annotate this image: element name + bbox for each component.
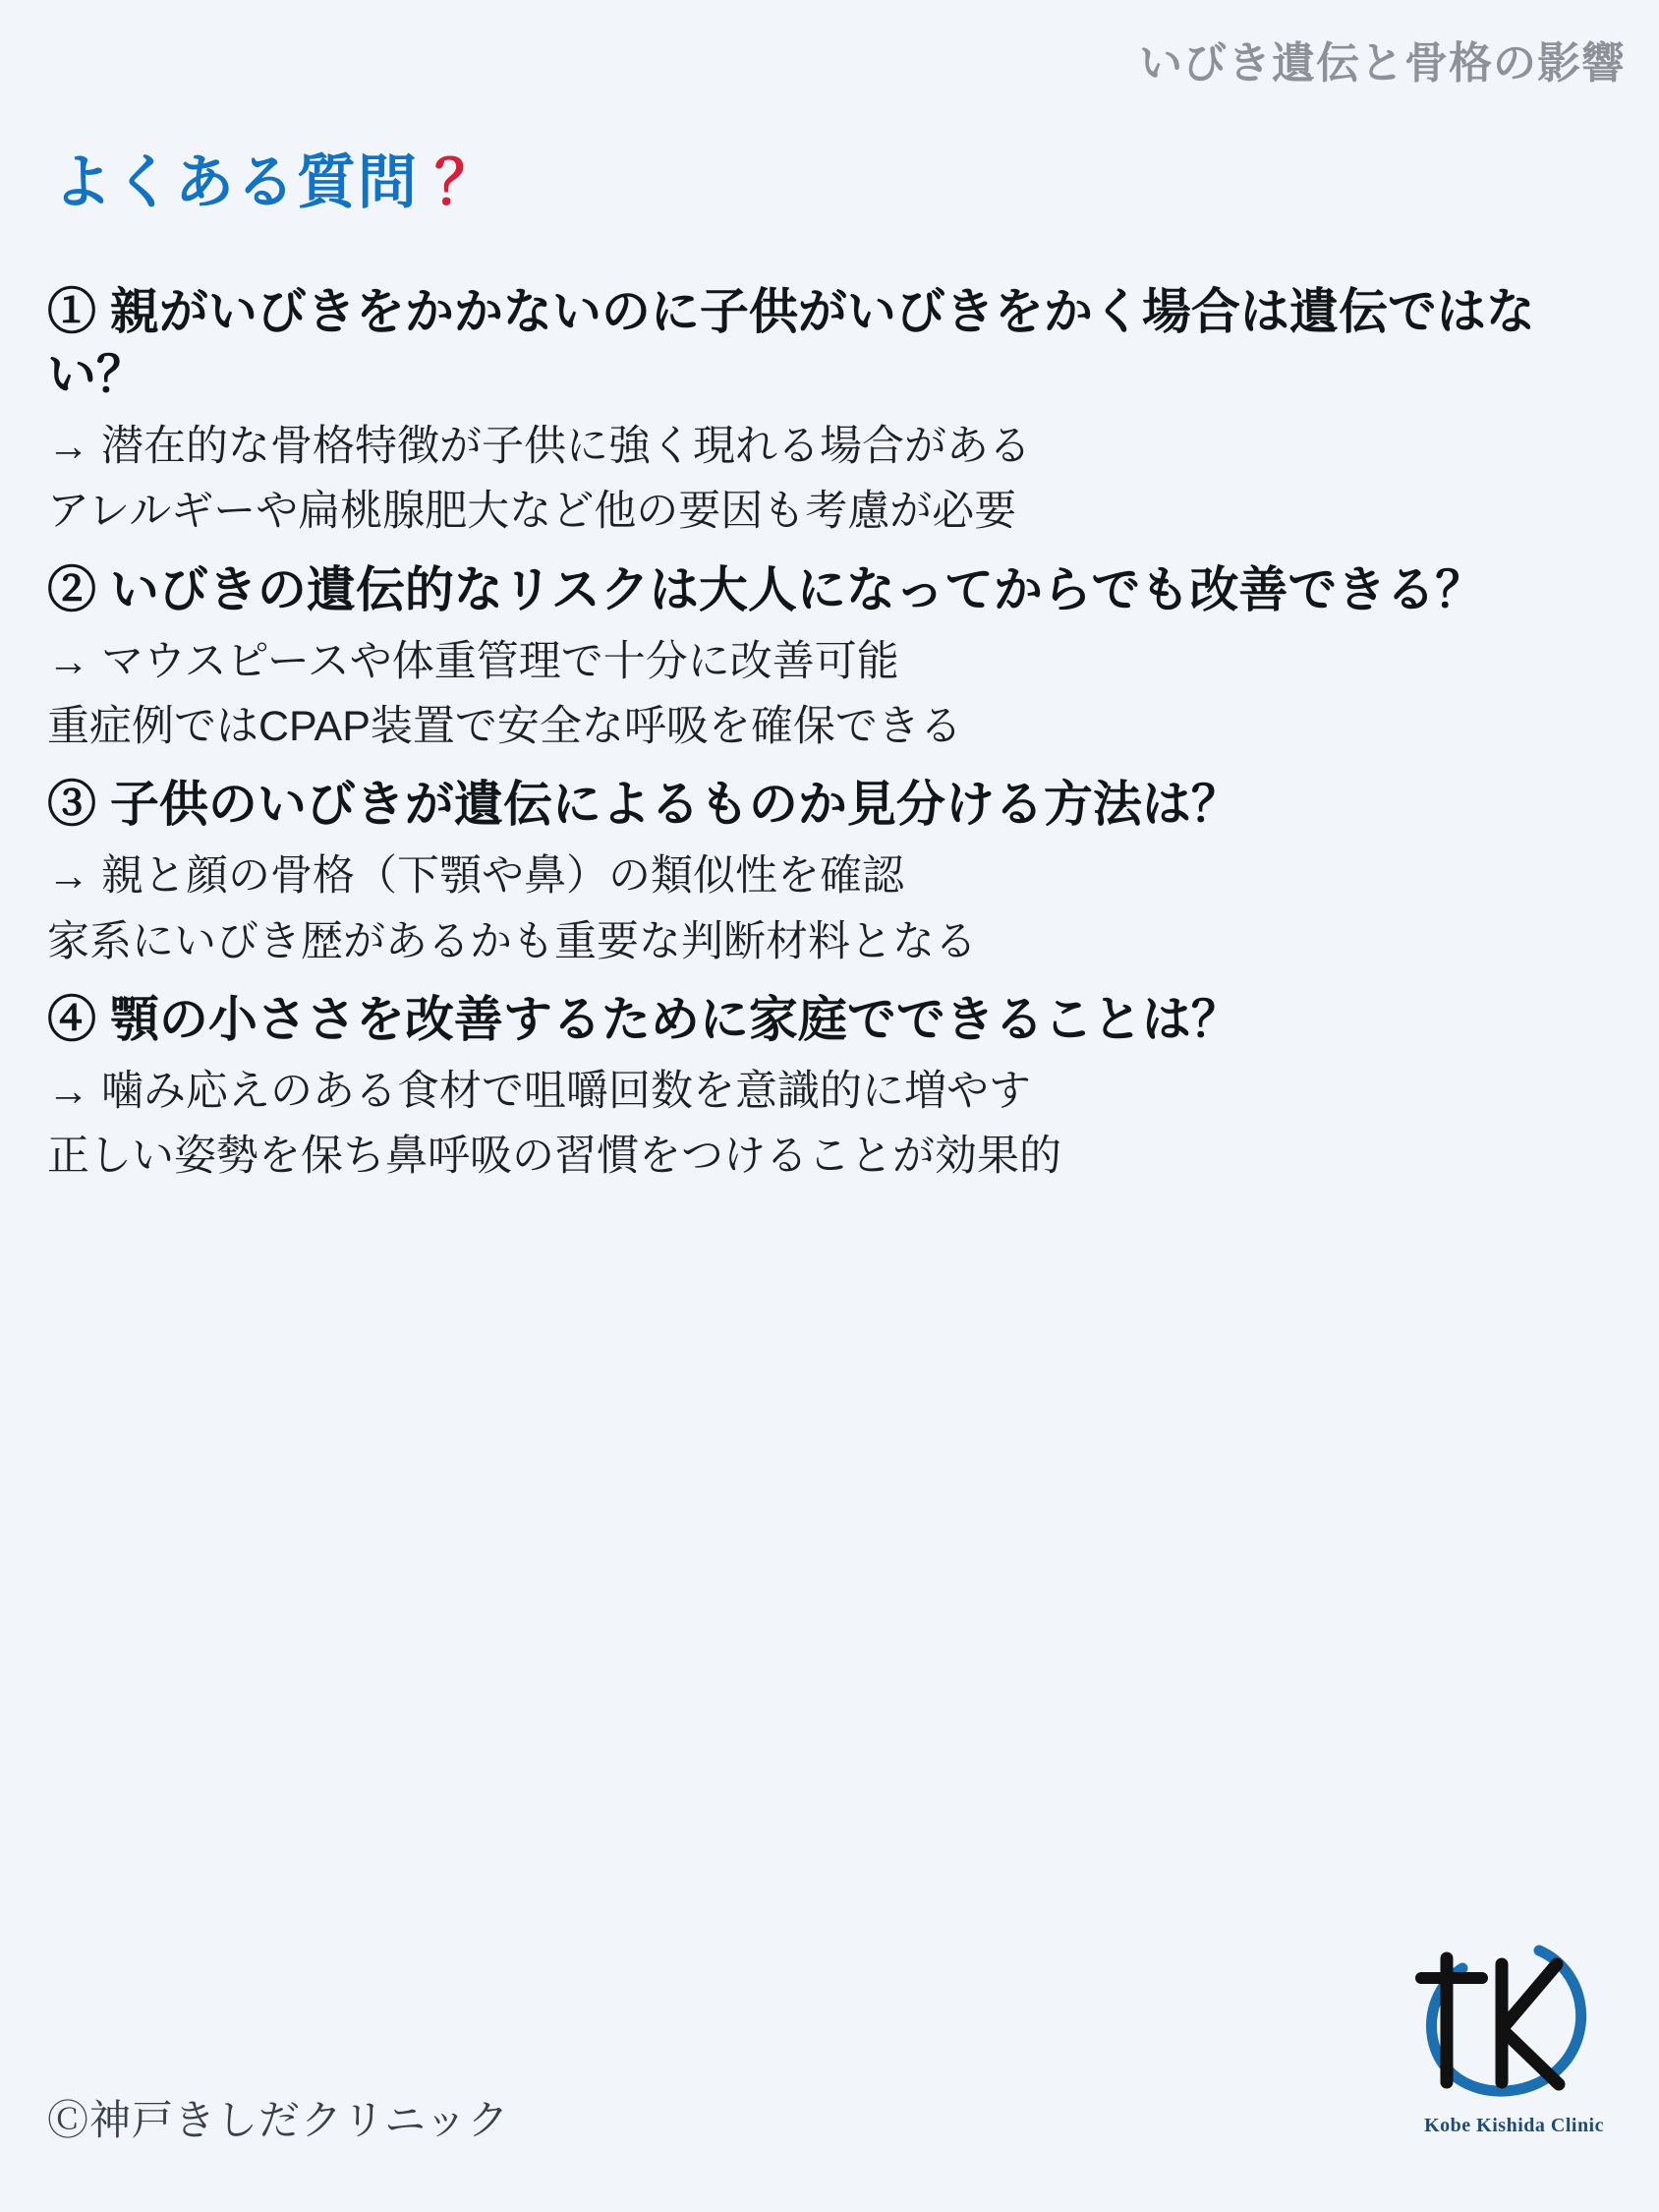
faq-question: ④ 顎の小ささを改善するために家庭でできることは？ xyxy=(47,992,1240,1048)
faq-question: ② いびきの遺伝的なリスクは大人になってからでも改善できる？ xyxy=(47,561,1485,617)
faq-question: ① 親がいびきをかかないのに子供がいびきをかく場合は遺伝ではない？ xyxy=(47,284,1535,402)
copyright-text: Ⓒ神戸きしだクリニック xyxy=(47,2097,510,2143)
kk-logo-icon xyxy=(1392,1935,1608,2122)
faq-item xyxy=(47,773,1620,972)
faq-answer-line-1: → 親と顔の骨格（下顎や鼻）の類似性を確認 xyxy=(47,852,904,901)
faq-item xyxy=(47,988,1620,1188)
page-header-label: いびき遺伝と骨格の影響 xyxy=(1139,39,1626,87)
faq-item xyxy=(47,280,1620,543)
faq-answer-line-2: 家系にいびき歴があるかも重要な判断材料となる xyxy=(47,917,977,965)
faq-answer-line-1: → マウスピースや体重管理で十分に改善可能 xyxy=(47,637,899,685)
section-title xyxy=(53,134,495,221)
logo-caption: Kobe Kishida Clinic xyxy=(1424,2115,1604,2136)
faq-answer-line-2: 正しい姿勢を保ち鼻呼吸の習慣をつけることが効果的 xyxy=(47,1133,1061,1181)
faq-answer-line-2: アレルギーや扁桃腺肥大など他の要因も考慮が必要 xyxy=(47,488,1017,536)
faq-answer-line-1: → 潜在的な骨格特徴が子供に強く現れる場合がある xyxy=(47,423,1031,470)
section-title-text: よくある質問 xyxy=(53,148,419,215)
faq-answer-line-2: 重症例ではCPAP装置で安全な呼吸を確保できる xyxy=(47,703,962,751)
faq-answer-line-1: → 噛み応えのある食材で咀嚼回数を意識的に増やす xyxy=(47,1068,1031,1116)
faq-item xyxy=(47,558,1620,758)
faq-question: ③ 子供のいびきが遺伝によるものか見分ける方法は？ xyxy=(47,777,1240,833)
question-mark-icon: ？ xyxy=(434,149,496,217)
faq-list xyxy=(47,280,1620,1203)
